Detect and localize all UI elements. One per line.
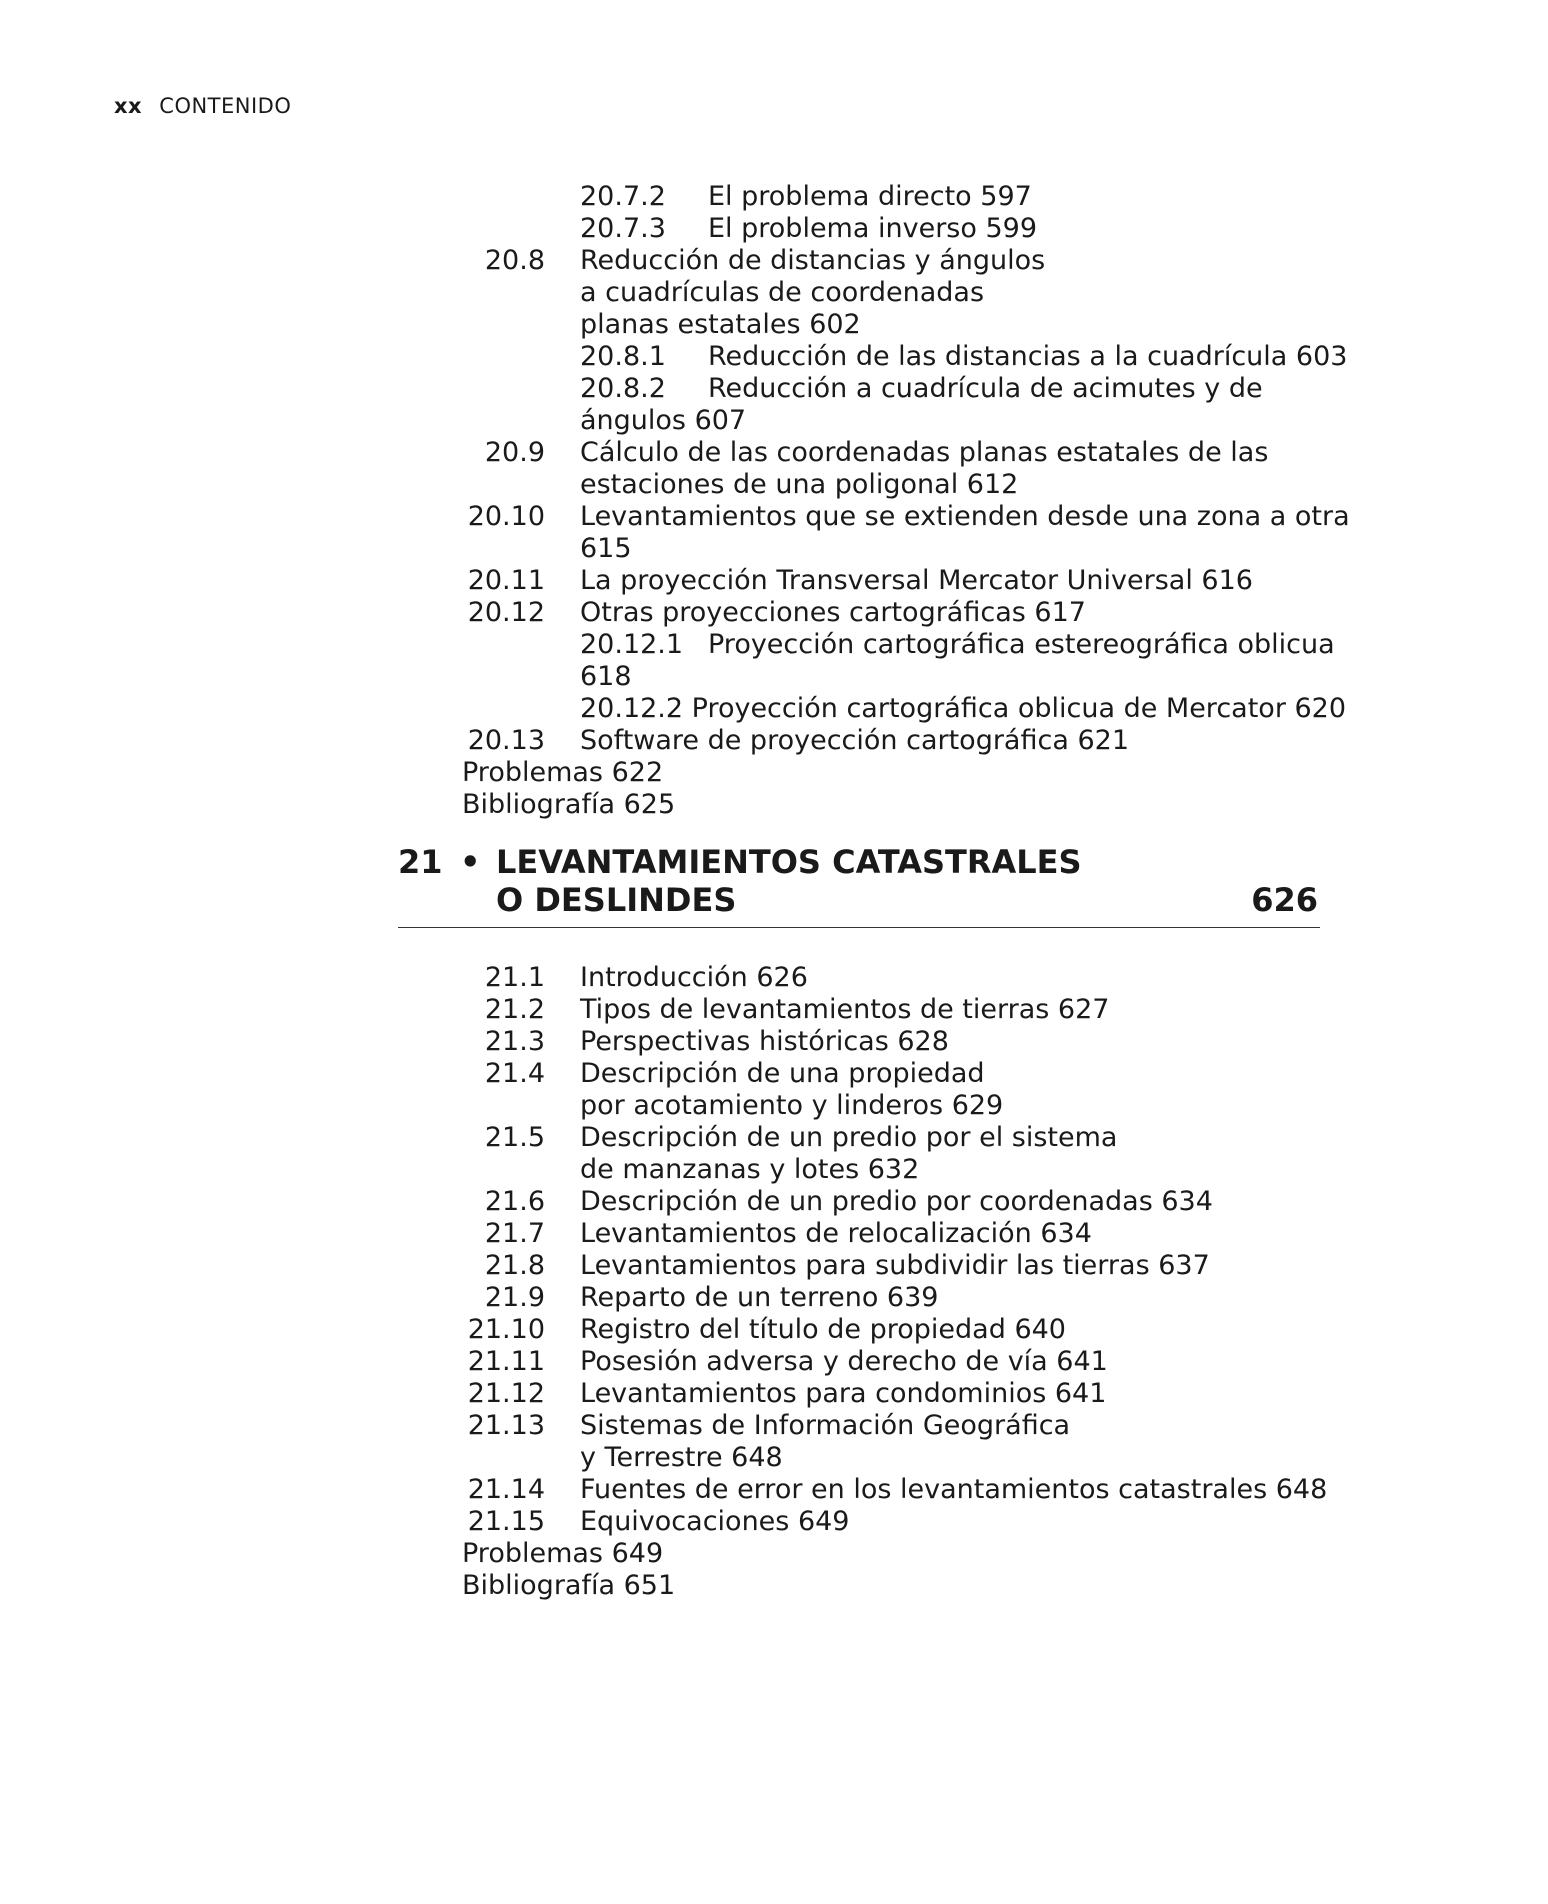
toc-entry-text: Levantamientos que se extienden desde una zona a otra <box>580 501 1350 532</box>
toc-entry-number: 21.15 <box>467 1506 545 1537</box>
toc-entry-number: 21.3 <box>484 1026 545 1057</box>
page-folio: xx <box>114 94 143 118</box>
toc-entry-number: 21.8 <box>484 1250 545 1281</box>
running-head <box>114 94 291 118</box>
toc-entry-text: estaciones de una poligonal 612 <box>580 469 1019 500</box>
toc-entry-text: Descripción de un predio por coordenadas 634 <box>580 1186 1213 1217</box>
toc-entry-number: 20.11 <box>467 565 545 596</box>
toc-entry-text: Levantamientos para condominios 641 <box>580 1378 1107 1409</box>
toc-entry-number: 20.9 <box>484 437 545 468</box>
toc-entry-number: 21.6 <box>484 1186 545 1217</box>
toc-entry-text: Proyección cartográfica estereográfica oblicua <box>708 629 1335 660</box>
toc-entry-text: Problemas 649 <box>462 1538 664 1569</box>
toc-entry-number: 21.7 <box>484 1218 545 1249</box>
toc-entry-text: Bibliografía 625 <box>462 789 676 820</box>
toc-entry-text: Descripción de una propiedad <box>580 1058 985 1089</box>
running-head-title: CONTENIDO <box>159 94 292 118</box>
toc-entry-number: 20.8.2 <box>580 373 666 404</box>
toc-entry-number: 20.12 <box>467 597 545 628</box>
toc-entry-text: Reducción de distancias y ángulos <box>580 245 1046 276</box>
toc-entry-text: El problema inverso 599 <box>708 213 1037 244</box>
toc-entry-number: 20.10 <box>467 501 545 532</box>
toc-entry-text: Reducción de las distancias a la cuadrícula 603 <box>708 341 1348 372</box>
toc-entry-number: 21.4 <box>484 1058 545 1089</box>
toc-entry-number: 21.10 <box>467 1314 545 1345</box>
toc-entry-number: 20.7.2 <box>580 181 666 212</box>
chapter-title-line1: LEVANTAMIENTOS CATASTRALES <box>496 843 1082 881</box>
toc-entry-number: 20.13 <box>467 725 545 756</box>
chapter-title-line2: O DESLINDES <box>496 881 737 919</box>
toc-entry-text: Sistemas de Información Geográfica <box>580 1410 1071 1441</box>
toc-entry-text: Problemas 622 <box>462 757 664 788</box>
toc-entry-text: Cálculo de las coordenadas planas estatales de las <box>580 437 1269 468</box>
toc-entry-text: Software de proyección cartográfica 621 <box>580 725 1129 756</box>
toc-entry-text: y Terrestre 648 <box>580 1442 783 1473</box>
toc-entry-text: La proyección Transversal Mercator Universal 616 <box>580 565 1253 596</box>
toc-entry-number: 21.2 <box>484 994 545 1025</box>
chapter-bullet: • <box>460 843 481 881</box>
toc-entry-text: por acotamiento y linderos 629 <box>580 1090 1004 1121</box>
toc-entry-text: Reducción a cuadrícula de acimutes y de <box>708 373 1263 404</box>
toc-entry-number: 20.8 <box>484 245 545 276</box>
toc-entry-text: 618 <box>580 661 632 692</box>
toc-entry-text: Equivocaciones 649 <box>580 1506 850 1537</box>
toc-entry-text: Perspectivas históricas 628 <box>580 1026 949 1057</box>
toc-entry-text: ángulos 607 <box>580 405 747 436</box>
toc-entry-text: Tipos de levantamientos de tierras 627 <box>580 994 1110 1025</box>
toc-entry-number: 20.8.1 <box>580 341 666 372</box>
toc-entry-number: 21.5 <box>484 1122 545 1153</box>
toc-entry-text: El problema directo 597 <box>708 181 1032 212</box>
toc-entry-text: Levantamientos de relocalización 634 <box>580 1218 1092 1249</box>
toc-entry-text: Reparto de un terreno 639 <box>580 1282 939 1313</box>
chapter-divider <box>398 927 1320 928</box>
toc-entry-text: 20.12.2 Proyección cartográfica oblicua de Mercator 620 <box>580 693 1347 724</box>
toc-entry-text: a cuadrículas de coordenadas <box>580 277 985 308</box>
toc-entry-number: 21.14 <box>467 1474 545 1505</box>
toc-entry-number: 20.12.1 <box>580 629 684 660</box>
toc-entry-text: Descripción de un predio por el sistema <box>580 1122 1118 1153</box>
toc-entry-number: 21.1 <box>484 962 545 993</box>
toc-entry-text: Posesión adversa y derecho de vía 641 <box>580 1346 1108 1377</box>
toc-entry-text: Registro del título de propiedad 640 <box>580 1314 1066 1345</box>
toc-entry-text: planas estatales 602 <box>580 309 861 340</box>
chapter-page-number: 626 <box>1251 881 1318 919</box>
toc-entry-text: Levantamientos para subdividir las tierras 637 <box>580 1250 1210 1281</box>
toc-entry-text: 615 <box>580 533 632 564</box>
toc-entry-text: Introducción 626 <box>580 962 808 993</box>
chapter-number: 21 <box>398 843 443 881</box>
toc-entry-text: Fuentes de error en los levantamientos catastrales 648 <box>580 1474 1328 1505</box>
toc-entry-number: 21.12 <box>467 1378 545 1409</box>
toc-entry-text: Otras proyecciones cartográficas 617 <box>580 597 1086 628</box>
toc-entry-number: 20.7.3 <box>580 213 666 244</box>
toc-entry-text: de manzanas y lotes 632 <box>580 1154 920 1185</box>
toc-entry-number: 21.13 <box>467 1410 545 1441</box>
toc-entry-number: 21.9 <box>484 1282 545 1313</box>
toc-entry-number: 21.11 <box>467 1346 545 1377</box>
toc-entry-text: Bibliografía 651 <box>462 1570 676 1601</box>
